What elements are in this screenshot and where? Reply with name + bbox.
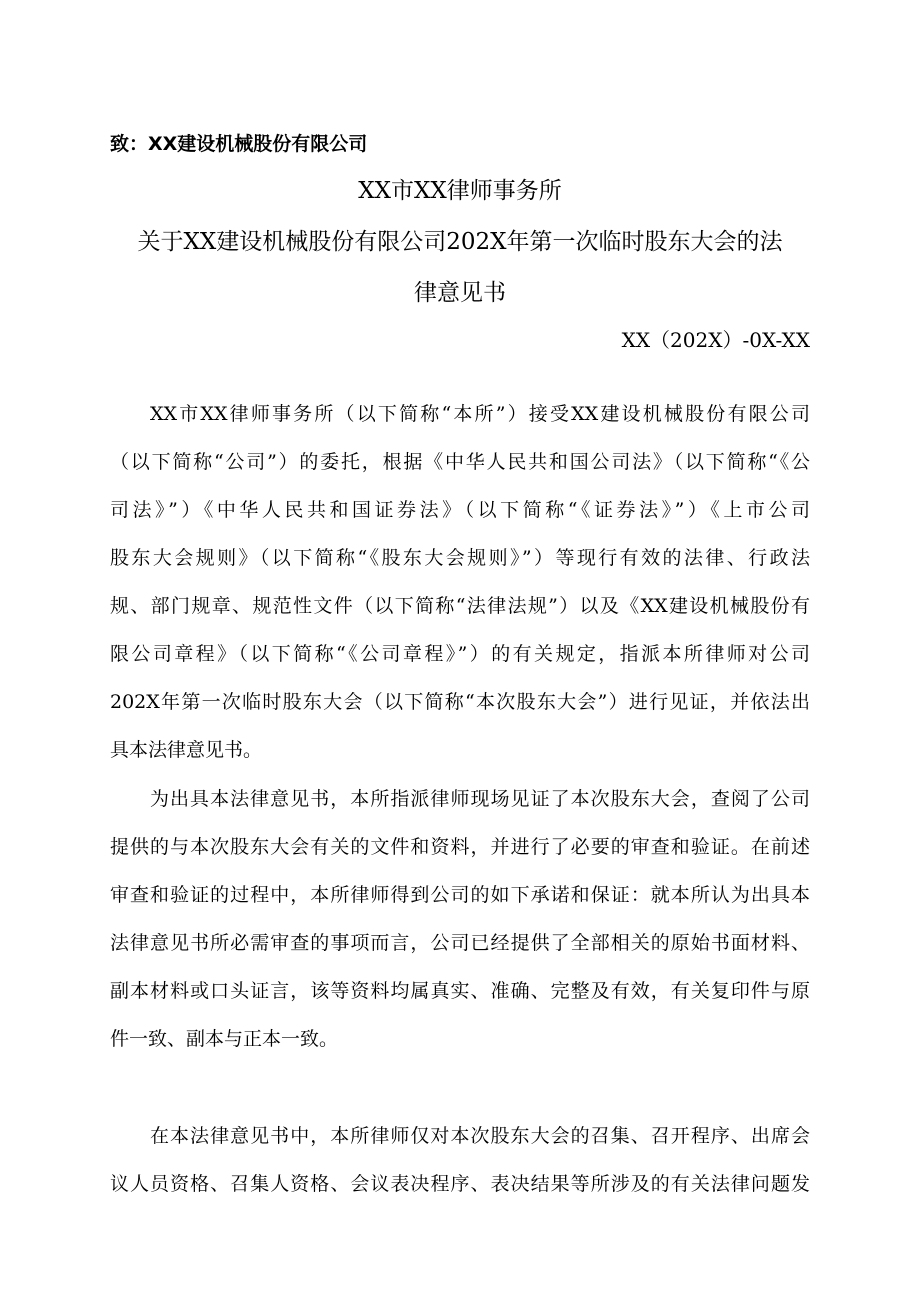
paragraph-line: 在本法律意见书中，本所律师仅对本次股东大会的召集、召开程序、出席会 — [150, 1125, 810, 1147]
paragraph-line: 法律意见书所必需审查的事项而言，公司已经提供了全部相关的原始书面材料、 — [110, 932, 810, 954]
paragraph-3 — [110, 1112, 810, 1208]
title-line-1: XX市XX律师事务所 — [358, 178, 562, 204]
addressee: 致：XX建设机械股份有限公司 — [110, 133, 368, 155]
document-number: XX（202X）-0X-XX — [621, 328, 810, 352]
paragraph-line: （以下简称“公司”）的委托，根据《中华人民共和国公司法》（以下简称“《公 — [110, 451, 810, 473]
title-line-2: 关于XX建设机械股份有限公司202X年第一次临时股东大会的法 — [137, 229, 783, 255]
paragraph-line: XX市XX律师事务所（以下简称“本所”）接受XX建设机械股份有限公司 — [150, 403, 810, 425]
paragraph-line: 审查和验证的过程中，本所律师得到公司的如下承诺和保证：就本所认为出具本 — [110, 884, 810, 906]
paragraph-line: 具本法律意见书。 — [110, 739, 263, 761]
paragraph-line: 限公司章程》（以下简称“《公司章程》”）的有关规定，指派本所律师对公司 — [110, 643, 810, 665]
paragraph-line: 规、部门规章、规范性文件（以下简称“法律法规”）以及《XX建设机械股份有 — [110, 595, 810, 617]
paragraph-line: 为出具本法律意见书，本所指派律师现场见证了本次股东大会，查阅了公司 — [150, 788, 810, 810]
title-line-3: 律意见书 — [414, 280, 506, 306]
paragraph-2 — [110, 775, 810, 1063]
paragraph-line: 202X年第一次临时股东大会（以下简称“本次股东大会”）进行见证，并依法出 — [110, 691, 810, 713]
paragraph-line: 件一致、副本与正本一致。 — [110, 1028, 339, 1050]
paragraph-line: 股东大会规则》（以下简称“《股东大会规则》”）等现行有效的法律、行政法 — [110, 547, 810, 569]
paragraph-line: 副本材料或口头证言，该等资料均属真实、准确、完整及有效，有关复印件与原 — [110, 980, 810, 1002]
paragraph-line: 议人员资格、召集人资格、会议表决程序、表决结果等所涉及的有关法律问题发 — [110, 1173, 810, 1195]
paragraph-1 — [110, 390, 810, 774]
paragraph-line: 提供的与本次股东大会有关的文件和资料，并进行了必要的审查和验证。在前述 — [110, 836, 810, 858]
paragraph-line: 司法》”）《中华人民共和国证券法》（以下简称“《证券法》”）《上市公司 — [110, 499, 810, 521]
